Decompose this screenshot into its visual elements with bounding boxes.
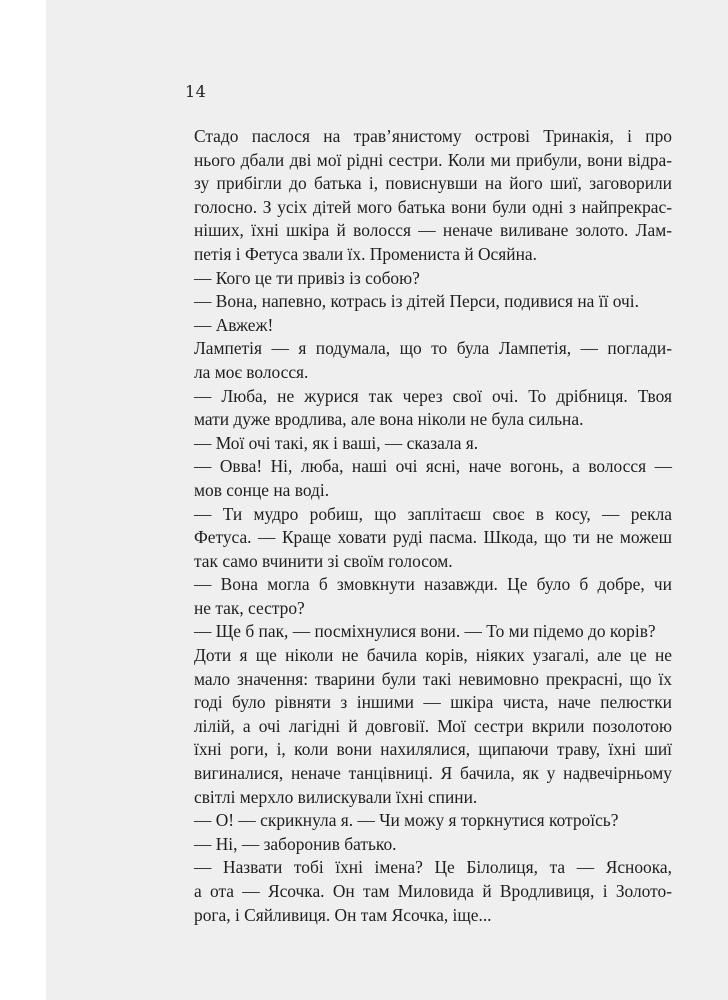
text-line: — Овва! Ні, люба, наші очі ясні, наче вогонь, а волосся — <box>194 456 672 477</box>
text-line: рога, і Сяйливиця. Он там Ясочка, іще... <box>194 904 492 925</box>
text-line: — О! — скрикнула я. — Чи можу я торкнутися котроїсь? <box>194 810 619 831</box>
text-line: — Мої очі такі, як і ваші, — сказала я. <box>194 432 479 453</box>
text-line: так само вчинити зі своїм голосом. <box>194 550 453 571</box>
text-line: — Назвати тобі їхні імена? Це Білолиця, та — Ясноока, <box>194 857 672 878</box>
text-line: мало значення: тварини були такі невимовно прекрасні, що їх <box>194 668 672 689</box>
text-line: Фетуса. — Краще ховати руді пасма. Шкода, що ти не можеш <box>194 527 672 548</box>
text-line: голосно. З усіх дітей мого батька вони були одні з найпрекрас- <box>194 196 672 217</box>
text-line: Стадо паслося на трав’янистому острові Тринакія, і про <box>194 126 672 146</box>
text-line: їхні роги, і, коли вони нахилялися, щипаючи траву, їхні шиї <box>194 739 672 760</box>
text-line: — Авжеж! <box>194 314 274 335</box>
text-line: зу прибігли до батька і, повиснувши на його шиї, заговорили <box>194 173 672 194</box>
text-line: ла моє волосся. <box>194 361 309 382</box>
text-line: — Ще б пак, — посміхнулися вони. — То ми підемо до корів? <box>194 621 656 642</box>
text-line: — Вона могла б змовкнути назавжди. Це було б добре, чи <box>194 574 672 595</box>
text-line: Лампетія — я подумала, що то була Лампетія, — поглади- <box>194 338 672 359</box>
text-line: — Люба, не журися так через свої очі. То дрібниця. Твоя <box>194 385 672 406</box>
text-line: — Ні, — заборонив батько. <box>194 833 397 854</box>
text-line: ніших, їхні шкіра й волосся — неначе виливане золото. Лам- <box>194 220 672 241</box>
text-line: мати дуже вродлива, але вона ніколи не була сильна. <box>194 409 584 430</box>
text-line: Доти я ще ніколи не бачила корів, ніяких узагалі, але це не <box>194 645 672 666</box>
page-number: 14 <box>185 82 207 101</box>
text-line: нього дбали дві мої рідні сестри. Коли ми прибули, вони відра- <box>194 149 672 170</box>
text-line: годі було рівняти з іншими — шкіра чиста, наче пелюстки <box>194 692 672 713</box>
text-line: світлі мерхло вилискували їхні спини. <box>194 786 478 807</box>
text-line: вигиналися, неначе танцівниці. Я бачила, як у надвечірньому <box>194 763 672 784</box>
text-line: лілій, а очі лагідні й довговії. Мої сестри вкрили позолотою <box>194 715 672 736</box>
body-text <box>194 125 672 927</box>
book-page <box>46 0 728 1000</box>
text-line: петія і Фетуса звали їх. Промениста й Осяйна. <box>194 243 537 264</box>
text-line: не так, сестро? <box>194 597 305 618</box>
text-line: мов сонце на воді. <box>194 479 330 500</box>
text-line: — Кого це ти привіз із собою? <box>194 267 420 288</box>
text-line: — Вона, напевно, котрась із дітей Перси, подивися на її очі. <box>194 291 639 312</box>
text-line: а ота — Ясочка. Он там Миловида й Вродливиця, і Золото- <box>194 881 672 901</box>
text-line: — Ти мудро робиш, що заплітаєш своє в косу, — рекла <box>194 503 672 524</box>
